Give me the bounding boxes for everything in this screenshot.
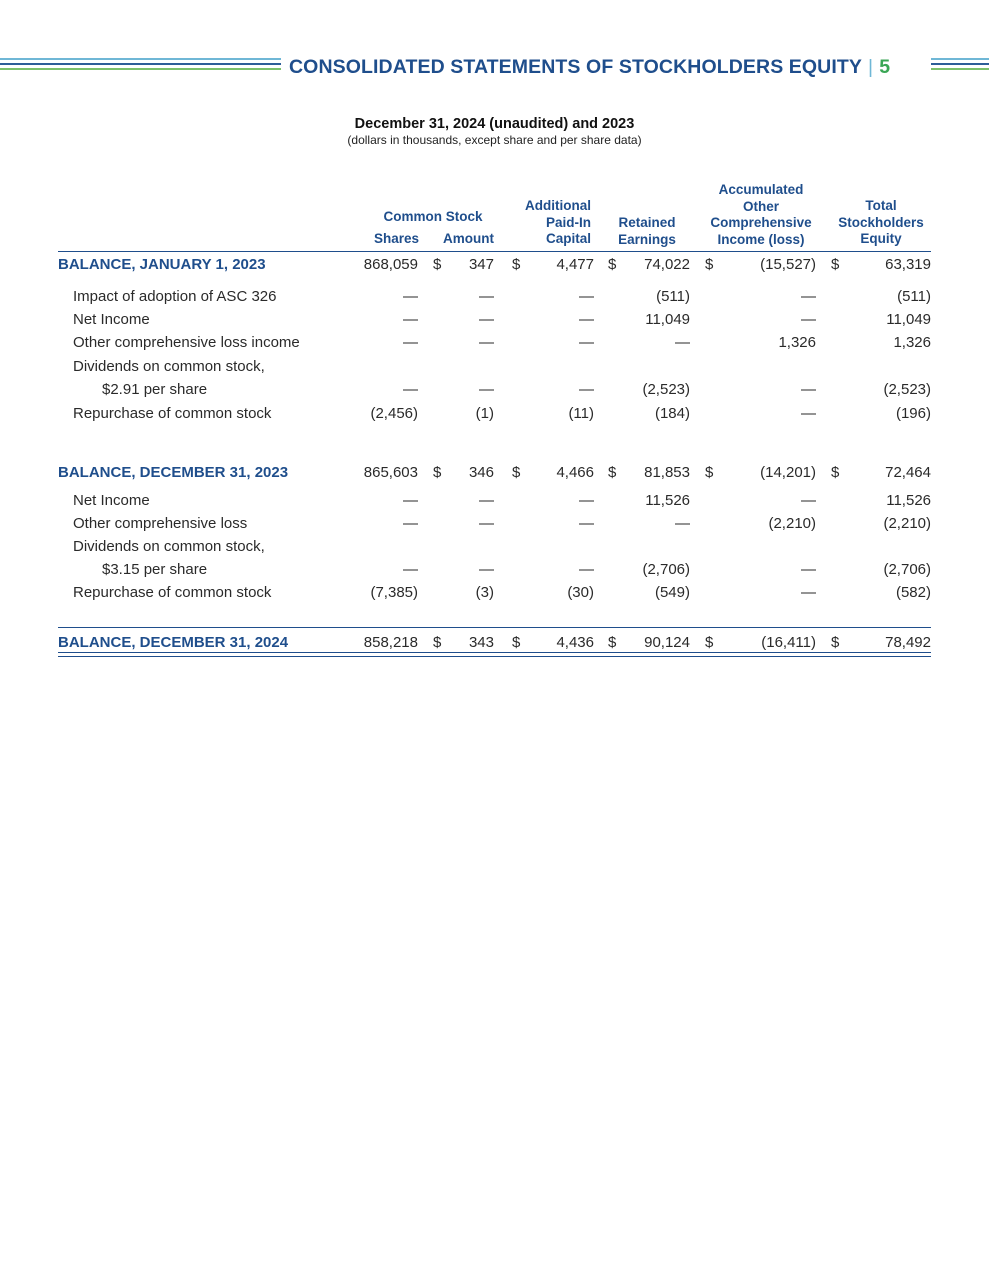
table-cell: — [801, 288, 816, 305]
row-label: Other comprehensive loss income [73, 334, 300, 351]
table-cell: (196) [895, 405, 931, 422]
currency-symbol: $ [512, 256, 521, 273]
table-cell: (11) [568, 405, 594, 422]
table-cell: — [579, 381, 594, 398]
table-cell: (14,201) [760, 464, 816, 481]
table-cell: 347 [468, 256, 494, 273]
row-label: $3.15 per share [102, 561, 208, 578]
currency-symbol: $ [831, 634, 840, 651]
table-cell: 74,022 [644, 256, 690, 273]
table-cell: 4,466 [556, 464, 594, 481]
currency-symbol: $ [831, 256, 840, 273]
decorative-rule-left [0, 58, 281, 74]
table-cell: — [479, 492, 494, 509]
row-label: Dividends on common stock, [73, 538, 265, 555]
table-cell: (184) [654, 405, 690, 422]
currency-symbol: $ [512, 464, 521, 481]
table-cell: (15,527) [760, 256, 816, 273]
currency-symbol: $ [608, 634, 617, 651]
table-cell: — [579, 311, 594, 328]
currency-symbol: $ [433, 256, 442, 273]
table-cell: — [403, 515, 418, 532]
aoci-header [700, 182, 822, 248]
table-cell: — [479, 311, 494, 328]
retained-header-line-2: Earnings [618, 231, 676, 247]
table-cell: (2,523) [642, 381, 690, 398]
table-cell: 1,326 [778, 334, 816, 351]
common-stock-header: Common Stock [383, 209, 483, 224]
currency-symbol: $ [705, 464, 714, 481]
page-header [0, 54, 989, 80]
currency-symbol: $ [705, 256, 714, 273]
table-cell: (549) [654, 584, 690, 601]
aoci-header-line-2: Other [742, 198, 779, 214]
table-cell: (582) [895, 584, 931, 601]
table-cell: (16,411) [761, 634, 816, 651]
total-double-rule-2 [58, 656, 931, 657]
table-cell: — [801, 584, 816, 601]
apic-header-line-1: Additional [525, 198, 591, 213]
table-cell: 78,492 [885, 634, 931, 651]
decorative-rule-right [931, 58, 989, 74]
table-cell: — [403, 561, 418, 578]
table-cell: (2,210) [768, 515, 816, 532]
table-cell: — [579, 515, 594, 532]
table-cell: 865,603 [363, 464, 418, 481]
table-cell: — [403, 381, 418, 398]
table-cell: — [579, 561, 594, 578]
total-header-line-2: Stockholders [838, 214, 924, 230]
table-cell: 868,059 [363, 256, 418, 273]
table-cell: 11,049 [645, 311, 690, 328]
row-label: Repurchase of common stock [73, 405, 272, 422]
table-cell: (2,523) [883, 381, 931, 398]
statement-units: (dollars in thousands, except share and per share data) [347, 133, 642, 147]
table-cell: 4,477 [556, 256, 594, 273]
statement-subheading [0, 115, 989, 148]
table-cell: — [403, 334, 418, 351]
table-cell: — [801, 492, 816, 509]
table-cell: 11,526 [645, 492, 690, 509]
currency-symbol: $ [608, 464, 617, 481]
table-cell: — [579, 334, 594, 351]
statement-date: December 31, 2024 (unaudited) and 2023 [354, 116, 635, 132]
balance-row-label: BALANCE, DECEMBER 31, 2023 [58, 464, 289, 481]
row-label: Repurchase of common stock [73, 584, 272, 601]
apic-header [505, 198, 591, 248]
balance-row-label: BALANCE, DECEMBER 31, 2024 [58, 634, 289, 651]
row-label: Impact of adoption of ASC 326 [73, 288, 277, 305]
table-cell: 1,326 [893, 334, 931, 351]
table-cell: 63,319 [885, 256, 931, 273]
table-cell: — [479, 515, 494, 532]
table-cell: 343 [468, 634, 494, 651]
aoci-header-line-3: Comprehensive [710, 215, 812, 230]
total-header-line-3: Equity [860, 231, 902, 246]
aoci-header-line-1: Accumulated [718, 182, 804, 197]
total-equity-header [830, 198, 932, 248]
page-title [289, 54, 890, 80]
total-double-rule-1 [58, 652, 931, 653]
table-cell: — [579, 492, 594, 509]
table-cell: 72,464 [885, 464, 931, 481]
header-rule [58, 251, 931, 252]
table-cell: (511) [897, 288, 931, 305]
row-label: Net Income [73, 311, 150, 328]
currency-symbol: $ [433, 464, 442, 481]
table-cell: 346 [468, 464, 494, 481]
table-cell: — [801, 311, 816, 328]
row-label: $2.91 per share [102, 381, 208, 398]
currency-symbol: $ [512, 634, 521, 651]
table-cell: 11,526 [886, 492, 931, 509]
table-cell: (2,456) [370, 405, 418, 422]
table-cell: — [403, 492, 418, 509]
table-cell: (2,706) [883, 561, 931, 578]
table-cell: (2,706) [642, 561, 690, 578]
currency-symbol: $ [831, 464, 840, 481]
table-cell: (30) [567, 584, 594, 601]
table-cell: — [801, 561, 816, 578]
table-cell: 4,436 [556, 634, 594, 651]
total-top-rule [58, 627, 931, 628]
table-cell: — [479, 334, 494, 351]
currency-symbol: $ [705, 634, 714, 651]
page-title-text: CONSOLIDATED STATEMENTS OF STOCKHOLDERS EQUITY [289, 56, 863, 78]
table-cell: (1) [475, 405, 494, 422]
table-cell: 90,124 [644, 634, 690, 651]
row-label: Dividends on common stock, [73, 358, 265, 375]
table-cell: — [579, 288, 594, 305]
currency-symbol: $ [608, 256, 617, 273]
table-cell: (3) [475, 584, 494, 601]
apic-header-line-3: Capital [545, 231, 591, 246]
row-label: Net Income [73, 492, 150, 509]
retained-header-line-1: Retained [618, 215, 676, 230]
table-cell: 11,049 [886, 311, 931, 328]
table-cell: 81,853 [644, 464, 690, 481]
title-separator: | [868, 56, 874, 78]
row-label: Other comprehensive loss [73, 515, 248, 532]
table-cell: (2,210) [883, 515, 931, 532]
table-cell: — [801, 405, 816, 422]
table-cell: 858,218 [363, 634, 418, 651]
table-cell: (7,385) [370, 584, 418, 601]
table-cell: — [479, 288, 494, 305]
table-cell: — [675, 334, 690, 351]
table-cell: — [403, 311, 418, 328]
currency-symbol: $ [433, 634, 442, 651]
table-cell: — [801, 381, 816, 398]
table-cell: — [675, 515, 690, 532]
page-number: 5 [879, 56, 891, 78]
table-cell: — [403, 288, 418, 305]
shares-header: Shares [373, 231, 419, 246]
balance-row-label: BALANCE, JANUARY 1, 2023 [58, 256, 266, 273]
retained-earnings-header [612, 215, 682, 248]
table-cell: (511) [656, 288, 690, 305]
table-cell: — [479, 561, 494, 578]
table-cell: — [479, 381, 494, 398]
amount-header: Amount [443, 231, 494, 246]
apic-header-line-2: Paid-In [545, 214, 591, 230]
total-header-line-1: Total [865, 198, 897, 213]
aoci-header-line-4: Income (loss) [717, 231, 805, 247]
